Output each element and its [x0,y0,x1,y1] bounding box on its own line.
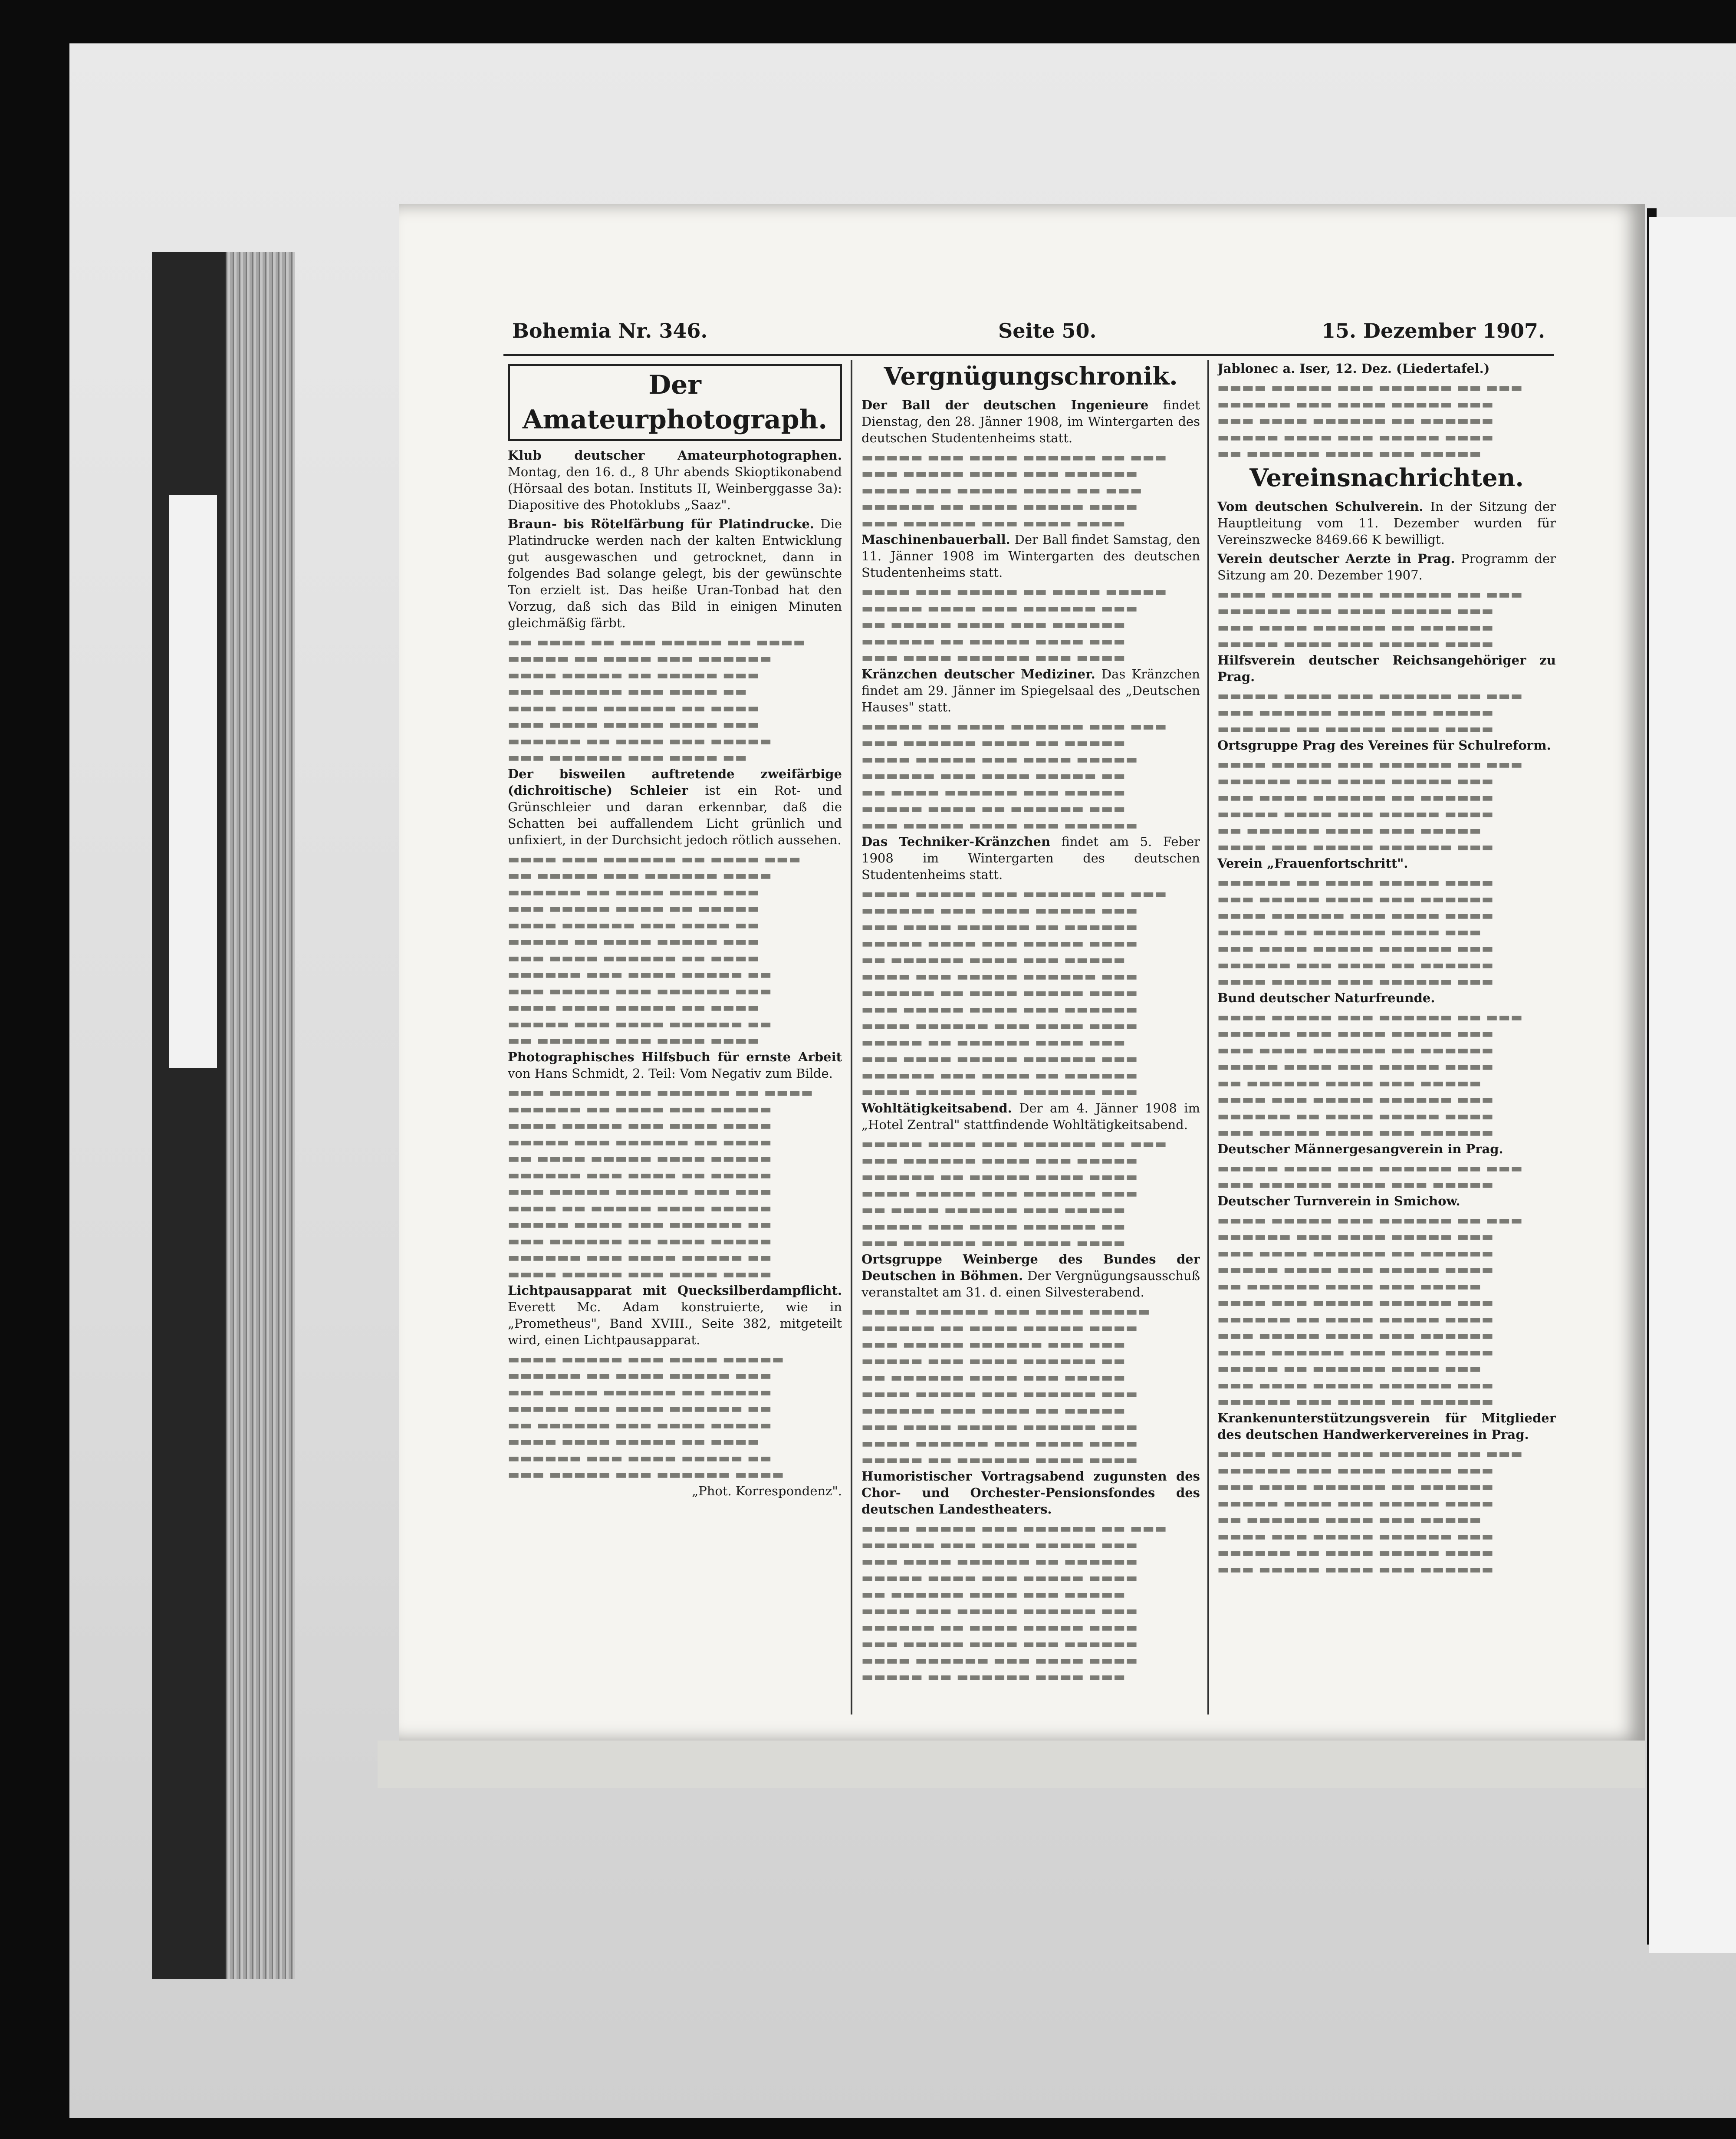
article-lead: Hilfsverein deutscher Reichsangehöriger zu Prag. [1217,653,1556,684]
section-title: Vergnügungschronik. [884,362,1178,391]
article [861,833,1200,883]
article-text: Das Kränzchen findet am 29. Jänner im Spiegelsaal des „Deutschen Hauses" statt. [861,667,1200,714]
article-lead: Ortsgruppe Weinberge des Bundes der Deutschen in Böhmen. [861,1252,1200,1283]
article [508,447,842,513]
article-text: Everett Mc. Adam konstruierte, wie in „Prometheus", Band XVIII., Seite 382, mitgeteilt wird, einen Lichtpausapparat. [508,1300,842,1347]
page-number: Seite 50. [998,319,1097,342]
issue-date: 15. Dezember 1907. [1322,319,1545,342]
illegible-text-block: ▬▬▬▬ ▬▬▬▬▬ ▬▬▬ ▬▬▬▬ ▬▬▬▬▬ ▬▬▬▬▬▬ ▬▬ ▬▬▬▬ ▬▬▬▬▬ ▬▬▬ ▬▬▬ ▬▬▬▬ ▬▬▬▬▬▬ ▬▬ ▬▬▬▬▬ ▬▬▬▬▬ ▬▬▬ ▬▬▬▬ ▬▬▬▬▬▬ ▬▬ ▬▬ ▬▬▬▬▬▬ ▬▬▬ ▬▬▬▬ ▬▬▬▬▬ ▬▬▬▬ ▬▬▬▬ ▬▬▬▬▬ ▬▬ ▬▬▬▬ ▬▬▬▬▬▬ ▬▬▬ ▬▬▬▬ ▬▬▬▬▬ ▬▬ ▬▬▬ ▬▬▬▬▬ ▬▬▬ ▬▬▬▬▬▬ ▬▬▬▬ [508,1352,785,1482]
article-text: Der Vergnügungsausschuß veranstaltet am 31. d. einen Silvesterabend. [861,1268,1200,1300]
article-lead: Maschinenbauerball. [861,532,1010,547]
illegible-text-block: ▬▬▬▬ ▬▬▬▬▬▬ ▬▬▬ ▬▬▬▬ ▬▬▬▬▬ ▬▬▬▬▬▬ ▬▬ ▬▬▬▬ ▬▬▬▬▬ ▬▬▬▬ ▬▬▬ ▬▬▬▬▬ ▬▬▬▬▬▬ ▬▬▬ ▬▬▬ ▬▬▬▬▬ ▬▬▬ ▬▬▬▬ ▬▬▬▬▬▬ ▬▬ ▬▬ ▬▬▬▬▬▬ ▬▬▬▬ ▬▬▬ ▬▬▬▬▬ ▬▬▬▬ ▬▬▬▬▬ ▬▬▬ ▬▬▬▬▬▬ ▬▬▬ ▬▬▬▬▬▬ ▬▬▬ ▬▬▬▬ ▬▬ ▬▬▬▬▬ ▬▬▬ ▬▬▬▬ ▬▬▬▬▬ ▬▬▬▬▬▬ ▬▬▬ ▬▬▬▬ ▬▬▬▬▬▬ ▬▬▬ ▬▬▬▬ ▬▬▬▬ ▬▬▬▬▬ ▬▬ ▬▬▬▬▬▬ ▬▬▬▬ ▬▬▬▬ [861,1304,1151,1467]
article [1217,1193,1556,1209]
section-title: Vereinsnachrichten. [1249,464,1524,492]
illegible-text-block: ▬▬▬▬ ▬▬▬▬▬ ▬▬▬ ▬▬▬▬▬▬ ▬▬ ▬▬▬ ▬▬▬▬▬▬ ▬▬▬ ▬▬▬▬ ▬▬▬▬▬ ▬▬▬ ▬▬▬ ▬▬▬▬ ▬▬▬▬▬▬ ▬▬ ▬▬▬▬▬▬ ▬▬▬▬▬ ▬▬▬▬ ▬▬▬ ▬▬▬▬▬ ▬▬▬▬ ▬▬ ▬▬▬▬▬▬ ▬▬▬▬ ▬▬▬ ▬▬▬▬▬ ▬▬▬▬ ▬▬▬ ▬▬▬▬▬ ▬▬▬▬▬▬ ▬▬▬ ▬▬▬▬▬▬ ▬▬ ▬▬▬▬ ▬▬▬▬▬ ▬▬▬▬ ▬▬▬ ▬▬▬▬▬ ▬▬▬▬ ▬▬▬ ▬▬▬▬▬▬ [1217,1010,1523,1140]
article [861,397,1200,446]
article-text: Programm der Sitzung am 20. Dezember 1907. [1217,551,1556,582]
article [1217,1410,1556,1443]
article-text: findet am 5. Feber 1908 im Wintergarten des deutschen Studentenheims statt. [861,834,1200,882]
article-text: findet Dienstag, den 28. Jänner 1908, im Wintergarten des deutschen Studentenheims statt. [861,398,1200,445]
article-lead: Photographisches Hilfsbuch für ernste Arbeit [508,1050,842,1064]
article [1217,855,1556,872]
article-lead: Kränzchen deutscher Mediziner. [861,667,1095,681]
illegible-text-block: ▬▬▬▬▬ ▬▬▬▬ ▬▬▬ ▬▬▬▬▬▬ ▬▬ ▬▬▬ ▬▬▬ ▬▬▬▬▬▬ ▬▬▬▬ ▬▬▬ ▬▬▬▬▬ ▬▬▬▬▬▬ ▬▬ ▬▬▬▬▬ ▬▬▬▬ ▬▬▬▬ [1217,688,1523,736]
article-text: Montag, den 16. d., 8 Uhr abends Skioptikonabend (Hörsaal des botan. Instituts II, Weinberggasse 3a): Diapositive des Photoklubs „Saaz". [508,464,842,512]
illegible-text-block: ▬▬▬▬▬ ▬▬ ▬▬▬▬ ▬▬▬▬▬▬ ▬▬▬ ▬▬▬ ▬▬▬ ▬▬▬▬▬▬ ▬▬▬▬ ▬▬ ▬▬▬▬▬ ▬▬▬▬ ▬▬▬▬▬ ▬▬▬ ▬▬▬▬ ▬▬▬▬▬ ▬▬▬▬▬▬ ▬▬▬ ▬▬▬▬ ▬▬▬▬▬ ▬▬ ▬▬ ▬▬▬▬ ▬▬▬▬▬▬ ▬▬▬ ▬▬▬▬▬ ▬▬▬▬▬ ▬▬▬▬ ▬▬ ▬▬▬▬▬▬ ▬▬▬ ▬▬▬ ▬▬▬▬▬ ▬▬▬▬ ▬▬▬ ▬▬▬▬▬▬ [861,719,1167,833]
article [861,531,1200,581]
article-text: Der am 4. Jänner 1908 im „Hotel Zentral" stattfindende Wohltätigkeitsabend. [861,1101,1200,1132]
illegible-text-block: ▬▬▬ ▬▬▬▬▬ ▬▬▬ ▬▬▬▬▬▬ ▬▬ ▬▬▬▬ ▬▬▬▬▬▬ ▬▬ ▬▬▬▬ ▬▬▬ ▬▬▬▬▬ ▬▬▬▬ ▬▬▬▬▬ ▬▬▬ ▬▬▬▬ ▬▬▬▬ ▬▬▬▬▬ ▬▬▬ ▬▬▬▬▬▬ ▬▬ ▬▬▬▬ ▬▬ ▬▬▬▬ ▬▬▬▬▬ ▬▬▬▬ ▬▬▬▬▬ ▬▬▬▬▬▬ ▬▬▬ ▬▬▬▬ ▬▬ ▬▬▬▬▬ ▬▬▬ ▬▬▬▬▬ ▬▬▬▬▬▬ ▬▬▬ ▬▬▬ ▬▬▬▬ ▬▬ ▬▬▬▬▬ ▬▬▬▬ ▬▬▬▬▬ ▬▬▬▬▬ ▬▬▬▬ ▬▬▬ ▬▬▬▬▬▬ ▬▬ ▬▬▬ ▬▬▬▬▬▬ ▬▬ ▬▬▬▬ ▬▬▬▬▬ ▬▬▬▬▬▬ ▬▬▬ ▬▬▬▬ ▬▬▬▬▬ ▬▬ ▬▬▬▬ ▬▬▬▬▬ ▬▬▬ ▬▬▬▬ ▬▬▬▬ [508,1085,814,1281]
header-rule [503,354,1554,356]
section-title: Der Amateurphotograph. [508,364,842,441]
article [508,766,842,848]
illegible-text-block: ▬▬▬▬ ▬▬▬▬▬ ▬▬▬ ▬▬▬▬▬▬ ▬▬ ▬▬▬ ▬▬▬▬▬▬ ▬▬▬ ▬▬▬▬ ▬▬▬▬▬ ▬▬▬ ▬▬▬ ▬▬▬▬ ▬▬▬▬▬▬ ▬▬ ▬▬▬▬▬▬ ▬▬▬▬▬ ▬▬▬▬ ▬▬▬ ▬▬▬▬▬ ▬▬▬▬ ▬▬ ▬▬▬▬▬▬ ▬▬▬▬ ▬▬▬ ▬▬▬▬▬ ▬▬▬▬ ▬▬▬ ▬▬▬▬▬ ▬▬▬▬▬▬ ▬▬▬ ▬▬▬▬▬▬ ▬▬ ▬▬▬▬ ▬▬▬▬▬ ▬▬▬▬ ▬▬▬ ▬▬▬▬▬ ▬▬▬▬ ▬▬▬ ▬▬▬▬▬▬ [1217,1446,1523,1576]
article [508,1282,842,1348]
illegible-text-block: ▬▬▬▬▬ ▬▬▬▬ ▬▬▬ ▬▬▬▬▬▬ ▬▬ ▬▬▬ ▬▬▬ ▬▬▬▬▬▬ ▬▬▬▬ ▬▬▬ ▬▬▬▬▬ [1217,1161,1523,1192]
article-lead: Deutscher Männergesangverein in Prag. [1217,1142,1503,1156]
article-lead: Krankenunterstützungsverein für Mitglieder des deutschen Handwerkervereines in Prag. [1217,1411,1556,1442]
article [1217,737,1556,754]
article-lead: Wohltätigkeitsabend. [861,1101,1012,1116]
illegible-text-block: ▬▬▬▬ ▬▬▬▬▬ ▬▬▬ ▬▬▬▬▬▬ ▬▬ ▬▬▬ ▬▬▬▬▬▬ ▬▬▬ ▬▬▬▬ ▬▬▬▬▬ ▬▬▬ ▬▬▬ ▬▬▬▬ ▬▬▬▬▬▬ ▬▬ ▬▬▬▬▬▬ ▬▬▬▬▬ ▬▬▬▬ ▬▬▬ ▬▬▬▬▬ ▬▬▬▬ ▬▬ ▬▬▬▬▬▬ ▬▬▬▬ ▬▬▬ ▬▬▬▬▬ ▬▬▬▬ ▬▬▬ ▬▬▬▬▬ ▬▬▬▬▬▬ ▬▬▬ ▬▬▬▬▬▬ ▬▬ ▬▬▬▬ ▬▬▬▬▬ ▬▬▬▬ ▬▬▬ ▬▬▬▬▬ ▬▬▬▬ ▬▬▬ ▬▬▬▬▬▬ ▬▬▬▬ ▬▬▬▬▬▬ ▬▬▬ ▬▬▬▬ ▬▬▬▬ ▬▬▬▬▬ ▬▬ ▬▬▬▬▬▬ ▬▬▬▬ ▬▬▬ ▬▬▬ ▬▬▬▬ ▬▬▬▬▬ ▬▬▬▬▬▬ ▬▬▬ ▬▬▬▬▬▬ ▬▬▬ ▬▬▬▬ ▬▬ ▬▬▬▬▬▬ [1217,1213,1523,1409]
article-lead: Lichtpausapparat mit Quecksilberdampflicht. [508,1283,842,1298]
illegible-text-block: ▬▬ ▬▬▬▬ ▬▬ ▬▬▬ ▬▬▬▬▬ ▬▬ ▬▬▬▬ ▬▬▬▬▬ ▬▬ ▬▬▬▬ ▬▬▬ ▬▬▬▬▬▬ ▬▬▬▬ ▬▬▬▬▬ ▬▬ ▬▬▬▬▬ ▬▬▬ ▬▬▬ ▬▬▬▬▬▬ ▬▬▬ ▬▬▬▬ ▬▬ ▬▬▬▬ ▬▬▬ ▬▬▬▬▬▬ ▬▬ ▬▬▬▬ ▬▬▬ ▬▬▬▬ ▬▬▬▬▬ ▬▬▬▬ ▬▬▬ ▬▬▬▬▬▬ ▬▬ ▬▬▬▬ ▬▬▬ ▬▬▬▬▬ ▬▬▬ ▬▬▬▬▬▬ ▬▬▬ ▬▬▬▬ ▬▬ [508,635,806,765]
article-lead: Verein „Frauenfortschritt". [1217,856,1408,871]
article-lead: Braun- bis Rötelfärbung für Platindrucke. [508,517,814,531]
column-divider [1207,360,1209,1714]
article [508,516,842,631]
article-lead: Humoristischer Vortragsabend zugunsten des Chor- und Orchester-Pensionsfondes des deutschen Landestheaters. [861,1469,1200,1517]
illegible-text-block: ▬▬▬▬▬▬ ▬▬ ▬▬▬▬ ▬▬▬▬▬ ▬▬▬▬ ▬▬▬ ▬▬▬▬▬ ▬▬▬▬ ▬▬▬ ▬▬▬▬▬▬ ▬▬▬▬ ▬▬▬▬▬▬ ▬▬▬ ▬▬▬▬ ▬▬▬▬ ▬▬▬▬▬ ▬▬ ▬▬▬▬▬▬ ▬▬▬▬ ▬▬▬ ▬▬▬ ▬▬▬▬ ▬▬▬▬▬ ▬▬▬▬▬▬ ▬▬▬ ▬▬▬▬▬▬ ▬▬▬ ▬▬▬▬ ▬▬ ▬▬▬▬▬▬ ▬▬▬▬ ▬▬▬▬▬ ▬▬▬ ▬▬▬▬▬▬ ▬▬▬ [1217,875,1494,989]
article-lead: Der bisweilen auftretende zweifärbige (dichroitische) Schleier [508,767,842,798]
illegible-text-block: ▬▬▬▬▬ ▬▬▬ ▬▬▬▬ ▬▬▬▬▬▬ ▬▬ ▬▬▬ ▬▬▬ ▬▬▬▬▬ ▬▬▬▬ ▬▬▬ ▬▬▬▬▬▬ ▬▬▬▬ ▬▬▬ ▬▬▬▬▬ ▬▬▬▬ ▬▬ ▬▬▬ ▬▬▬▬▬▬ ▬▬ ▬▬▬▬ ▬▬▬▬▬ ▬▬▬▬ ▬▬▬ ▬▬▬▬▬▬ ▬▬▬ ▬▬▬▬ ▬▬▬▬ [861,450,1167,530]
article-lead: Deutscher Turnverein in Smichow. [1217,1194,1460,1208]
column-vereinsnachrichten [1217,360,1556,1728]
article-lead: Das Techniker-Kränzchen [861,834,1051,849]
article [1217,1141,1556,1157]
newspaper-page [399,204,1645,1741]
illegible-text-block: ▬▬▬▬▬ ▬▬▬▬ ▬▬▬ ▬▬▬▬▬▬ ▬▬ ▬▬▬ ▬▬▬ ▬▬▬▬▬▬ ▬▬▬▬ ▬▬▬ ▬▬▬▬▬ ▬▬▬▬▬▬ ▬▬ ▬▬▬▬▬ ▬▬▬▬ ▬▬▬▬ ▬▬▬▬ ▬▬▬▬▬ ▬▬▬ ▬▬▬▬▬▬ ▬▬▬ ▬▬ ▬▬▬▬ ▬▬▬▬▬▬ ▬▬▬ ▬▬▬▬▬ ▬▬▬▬▬ ▬▬▬ ▬▬▬▬ ▬▬▬▬▬▬ ▬▬ ▬▬▬ ▬▬▬▬▬▬ ▬▬▬ ▬▬▬▬ ▬▬▬▬ [861,1136,1167,1250]
article-lead: Klub deutscher Amateurphotographen. [508,448,842,463]
article [1217,360,1556,377]
article [508,1049,842,1082]
article [861,1251,1200,1300]
article [861,666,1200,715]
article [861,1100,1200,1133]
column-vergnuegungschronik [861,360,1200,1719]
article [1217,498,1556,548]
article-text: von Hans Schmidt, 2. Teil: Vom Negativ zum Bilde. [508,1066,833,1081]
article [1217,990,1556,1006]
column-divider [851,360,852,1714]
article-lead: Jablonec a. Iser, 12. Dez. (Liedertafel.) [1217,361,1490,376]
article [861,1468,1200,1517]
publication-number: Bohemia Nr. 346. [512,319,708,342]
illegible-text-block: ▬▬▬▬ ▬▬▬ ▬▬▬▬▬ ▬▬ ▬▬▬▬ ▬▬▬▬▬ ▬▬▬▬▬ ▬▬▬▬ ▬▬▬ ▬▬▬▬▬▬ ▬▬▬ ▬▬ ▬▬▬▬▬ ▬▬▬▬ ▬▬▬ ▬▬▬▬▬▬ ▬▬▬▬▬▬ ▬▬ ▬▬▬▬▬ ▬▬▬▬ ▬▬▬ ▬▬▬ ▬▬▬▬ ▬▬▬▬▬▬ ▬▬▬ ▬▬▬▬ [861,584,1167,665]
illegible-text-block: ▬▬▬▬ ▬▬▬▬▬ ▬▬▬ ▬▬▬▬▬▬ ▬▬ ▬▬▬ ▬▬▬▬▬▬ ▬▬▬ ▬▬▬▬ ▬▬▬▬▬ ▬▬▬ ▬▬▬ ▬▬▬▬ ▬▬▬▬▬▬ ▬▬ ▬▬▬▬▬▬ ▬▬▬▬▬ ▬▬▬▬ ▬▬▬ ▬▬▬▬▬ ▬▬▬▬ [1217,587,1523,651]
article-text: Die Platindrucke werden nach der kalten Entwicklung gut ausgewaschen und getrocknet, dann in folgendes Bad solange gelegt, bis der gewünschte Ton erzielt ist. Das heiße Uran-Tonbad hat den Vorzug, daß sich das Bild in einigen Minuten gleichmäßig färbt. [508,517,842,630]
article [1217,652,1556,685]
article [1217,550,1556,583]
article-text: In der Sitzung der Hauptleitung vom 11. Dezember wurden für Vereinszwecke 8469.66 K bewilligt. [1217,499,1556,547]
article-lead: Ortsgruppe Prag des Vereines für Schulreform. [1217,738,1551,753]
article-lead: Verein deutscher Aerzte in Prag. [1217,551,1455,566]
column-amateurphotograph [508,360,842,1728]
article-lead: Der Ball der deutschen Ingenieure [861,398,1149,412]
next-page-strip [1649,217,1736,1953]
article-lead: Bund deutscher Naturfreunde. [1217,991,1435,1005]
illegible-text-block: ▬▬▬▬ ▬▬▬▬▬ ▬▬▬ ▬▬▬▬▬▬ ▬▬ ▬▬▬ ▬▬▬▬▬▬ ▬▬▬ ▬▬▬▬ ▬▬▬▬▬ ▬▬▬ ▬▬▬ ▬▬▬▬ ▬▬▬▬▬▬ ▬▬ ▬▬▬▬▬▬ ▬▬▬▬▬ ▬▬▬▬ ▬▬▬ ▬▬▬▬▬ ▬▬▬▬ ▬▬ ▬▬▬▬▬▬ ▬▬▬▬ ▬▬▬ ▬▬▬▬▬ ▬▬▬▬ ▬▬▬ ▬▬▬▬▬ ▬▬▬▬▬▬ ▬▬▬ ▬▬▬▬▬▬ ▬▬ ▬▬▬▬ ▬▬▬▬▬ ▬▬▬▬ ▬▬▬ ▬▬▬▬▬ ▬▬▬▬ ▬▬▬ ▬▬▬▬▬▬ ▬▬▬▬ ▬▬▬▬▬▬ ▬▬▬ ▬▬▬▬ ▬▬▬▬ ▬▬▬▬▬ ▬▬ ▬▬▬▬▬▬ ▬▬▬▬ ▬▬▬ [861,1521,1167,1684]
article-text: ist ein Rot- und Grünschleier und daran erkennbar, daß die Schatten bei auffallendem Licht grünlich und unfixiert, in der Durchsicht jedoch rötlich aussehen. [508,783,842,847]
inserted-slip [169,495,217,1068]
illegible-text-block: ▬▬▬▬ ▬▬▬▬▬ ▬▬▬ ▬▬▬▬▬▬ ▬▬ ▬▬▬ ▬▬▬▬▬▬ ▬▬▬ ▬▬▬▬ ▬▬▬▬▬ ▬▬▬ ▬▬▬ ▬▬▬▬ ▬▬▬▬▬▬ ▬▬ ▬▬▬▬▬▬ ▬▬▬▬▬ ▬▬▬▬ ▬▬▬ ▬▬▬▬▬ ▬▬▬▬ ▬▬ ▬▬▬▬▬▬ ▬▬▬▬ ▬▬▬ ▬▬▬▬▬ ▬▬▬▬ ▬▬▬ ▬▬▬▬▬ ▬▬▬▬▬▬ ▬▬▬ ▬▬▬▬▬▬ ▬▬ ▬▬▬▬ ▬▬▬▬▬ ▬▬▬▬ ▬▬▬ ▬▬▬▬▬ ▬▬▬▬ ▬▬▬ ▬▬▬▬▬▬ ▬▬▬▬ ▬▬▬▬▬▬ ▬▬▬ ▬▬▬▬ ▬▬▬▬ ▬▬▬▬▬ ▬▬ ▬▬▬▬▬▬ ▬▬▬▬ ▬▬▬ ▬▬▬ ▬▬▬▬ ▬▬▬▬▬ ▬▬▬▬▬▬ ▬▬▬ ▬▬▬▬▬▬ ▬▬▬ ▬▬▬▬ ▬▬ ▬▬▬▬▬▬ ▬▬▬▬ ▬▬▬▬▬ ▬▬▬ ▬▬▬▬▬▬ ▬▬▬ [861,886,1167,1099]
source-credit: „Phot. Korrespondenz". [692,1484,842,1498]
illegible-text-block: ▬▬▬▬ ▬▬▬▬▬ ▬▬▬ ▬▬▬▬▬▬ ▬▬ ▬▬▬ ▬▬▬▬▬▬ ▬▬▬ ▬▬▬▬ ▬▬▬▬▬ ▬▬▬ ▬▬▬ ▬▬▬▬ ▬▬▬▬▬▬ ▬▬ ▬▬▬▬▬▬ ▬▬▬▬▬ ▬▬▬▬ ▬▬▬ ▬▬▬▬▬ ▬▬▬▬ ▬▬ ▬▬▬▬▬▬ ▬▬▬▬ ▬▬▬ ▬▬▬▬▬ ▬▬▬▬ ▬▬▬ ▬▬▬▬▬ ▬▬▬▬▬▬ ▬▬▬ [1217,757,1523,854]
illegible-text-block: ▬▬▬▬ ▬▬▬▬▬ ▬▬▬ ▬▬▬▬▬▬ ▬▬ ▬▬▬ ▬▬▬▬▬▬ ▬▬▬ ▬▬▬▬ ▬▬▬▬▬ ▬▬▬ ▬▬▬ ▬▬▬▬ ▬▬▬▬▬▬ ▬▬ ▬▬▬▬▬▬ ▬▬▬▬▬ ▬▬▬▬ ▬▬▬ ▬▬▬▬▬ ▬▬▬▬ ▬▬ ▬▬▬▬▬▬ ▬▬▬▬ ▬▬▬ ▬▬▬▬▬ [1217,380,1523,461]
article-text: Der Ball findet Samstag, den 11. Jänner 1908 im Wintergarten des deutschen Studentenheims statt. [861,532,1200,580]
article-lead: Vom deutschen Schulverein. [1217,499,1424,514]
illegible-text-block: ▬▬▬▬ ▬▬▬ ▬▬▬▬▬▬ ▬▬ ▬▬▬▬ ▬▬▬ ▬▬ ▬▬▬▬▬ ▬▬▬ ▬▬▬▬▬▬ ▬▬▬▬ ▬▬▬▬▬▬ ▬▬ ▬▬▬▬ ▬▬▬▬ ▬▬▬ ▬▬▬ ▬▬▬▬▬ ▬▬▬▬ ▬▬ ▬▬▬▬▬ ▬▬▬▬ ▬▬▬▬▬▬ ▬▬▬ ▬▬▬▬ ▬▬ ▬▬▬▬▬ ▬▬ ▬▬▬▬ ▬▬▬▬▬ ▬▬▬ ▬▬▬ ▬▬▬▬ ▬▬▬▬▬▬ ▬▬ ▬▬▬▬ ▬▬▬▬▬▬ ▬▬▬ ▬▬▬▬ ▬▬▬▬▬ ▬▬ ▬▬▬ ▬▬▬▬▬ ▬▬▬ ▬▬▬▬▬▬ ▬▬▬ ▬▬▬▬ ▬▬▬▬ ▬▬▬▬▬ ▬▬ ▬▬▬▬ ▬▬▬▬▬ ▬▬▬ ▬▬▬▬ ▬▬▬▬▬▬ ▬▬ ▬▬ ▬▬▬▬▬▬ ▬▬▬ ▬▬▬▬ ▬▬▬▬ [508,852,801,1048]
page-header [512,319,1545,345]
page-bottom-edge [378,1741,1645,1788]
